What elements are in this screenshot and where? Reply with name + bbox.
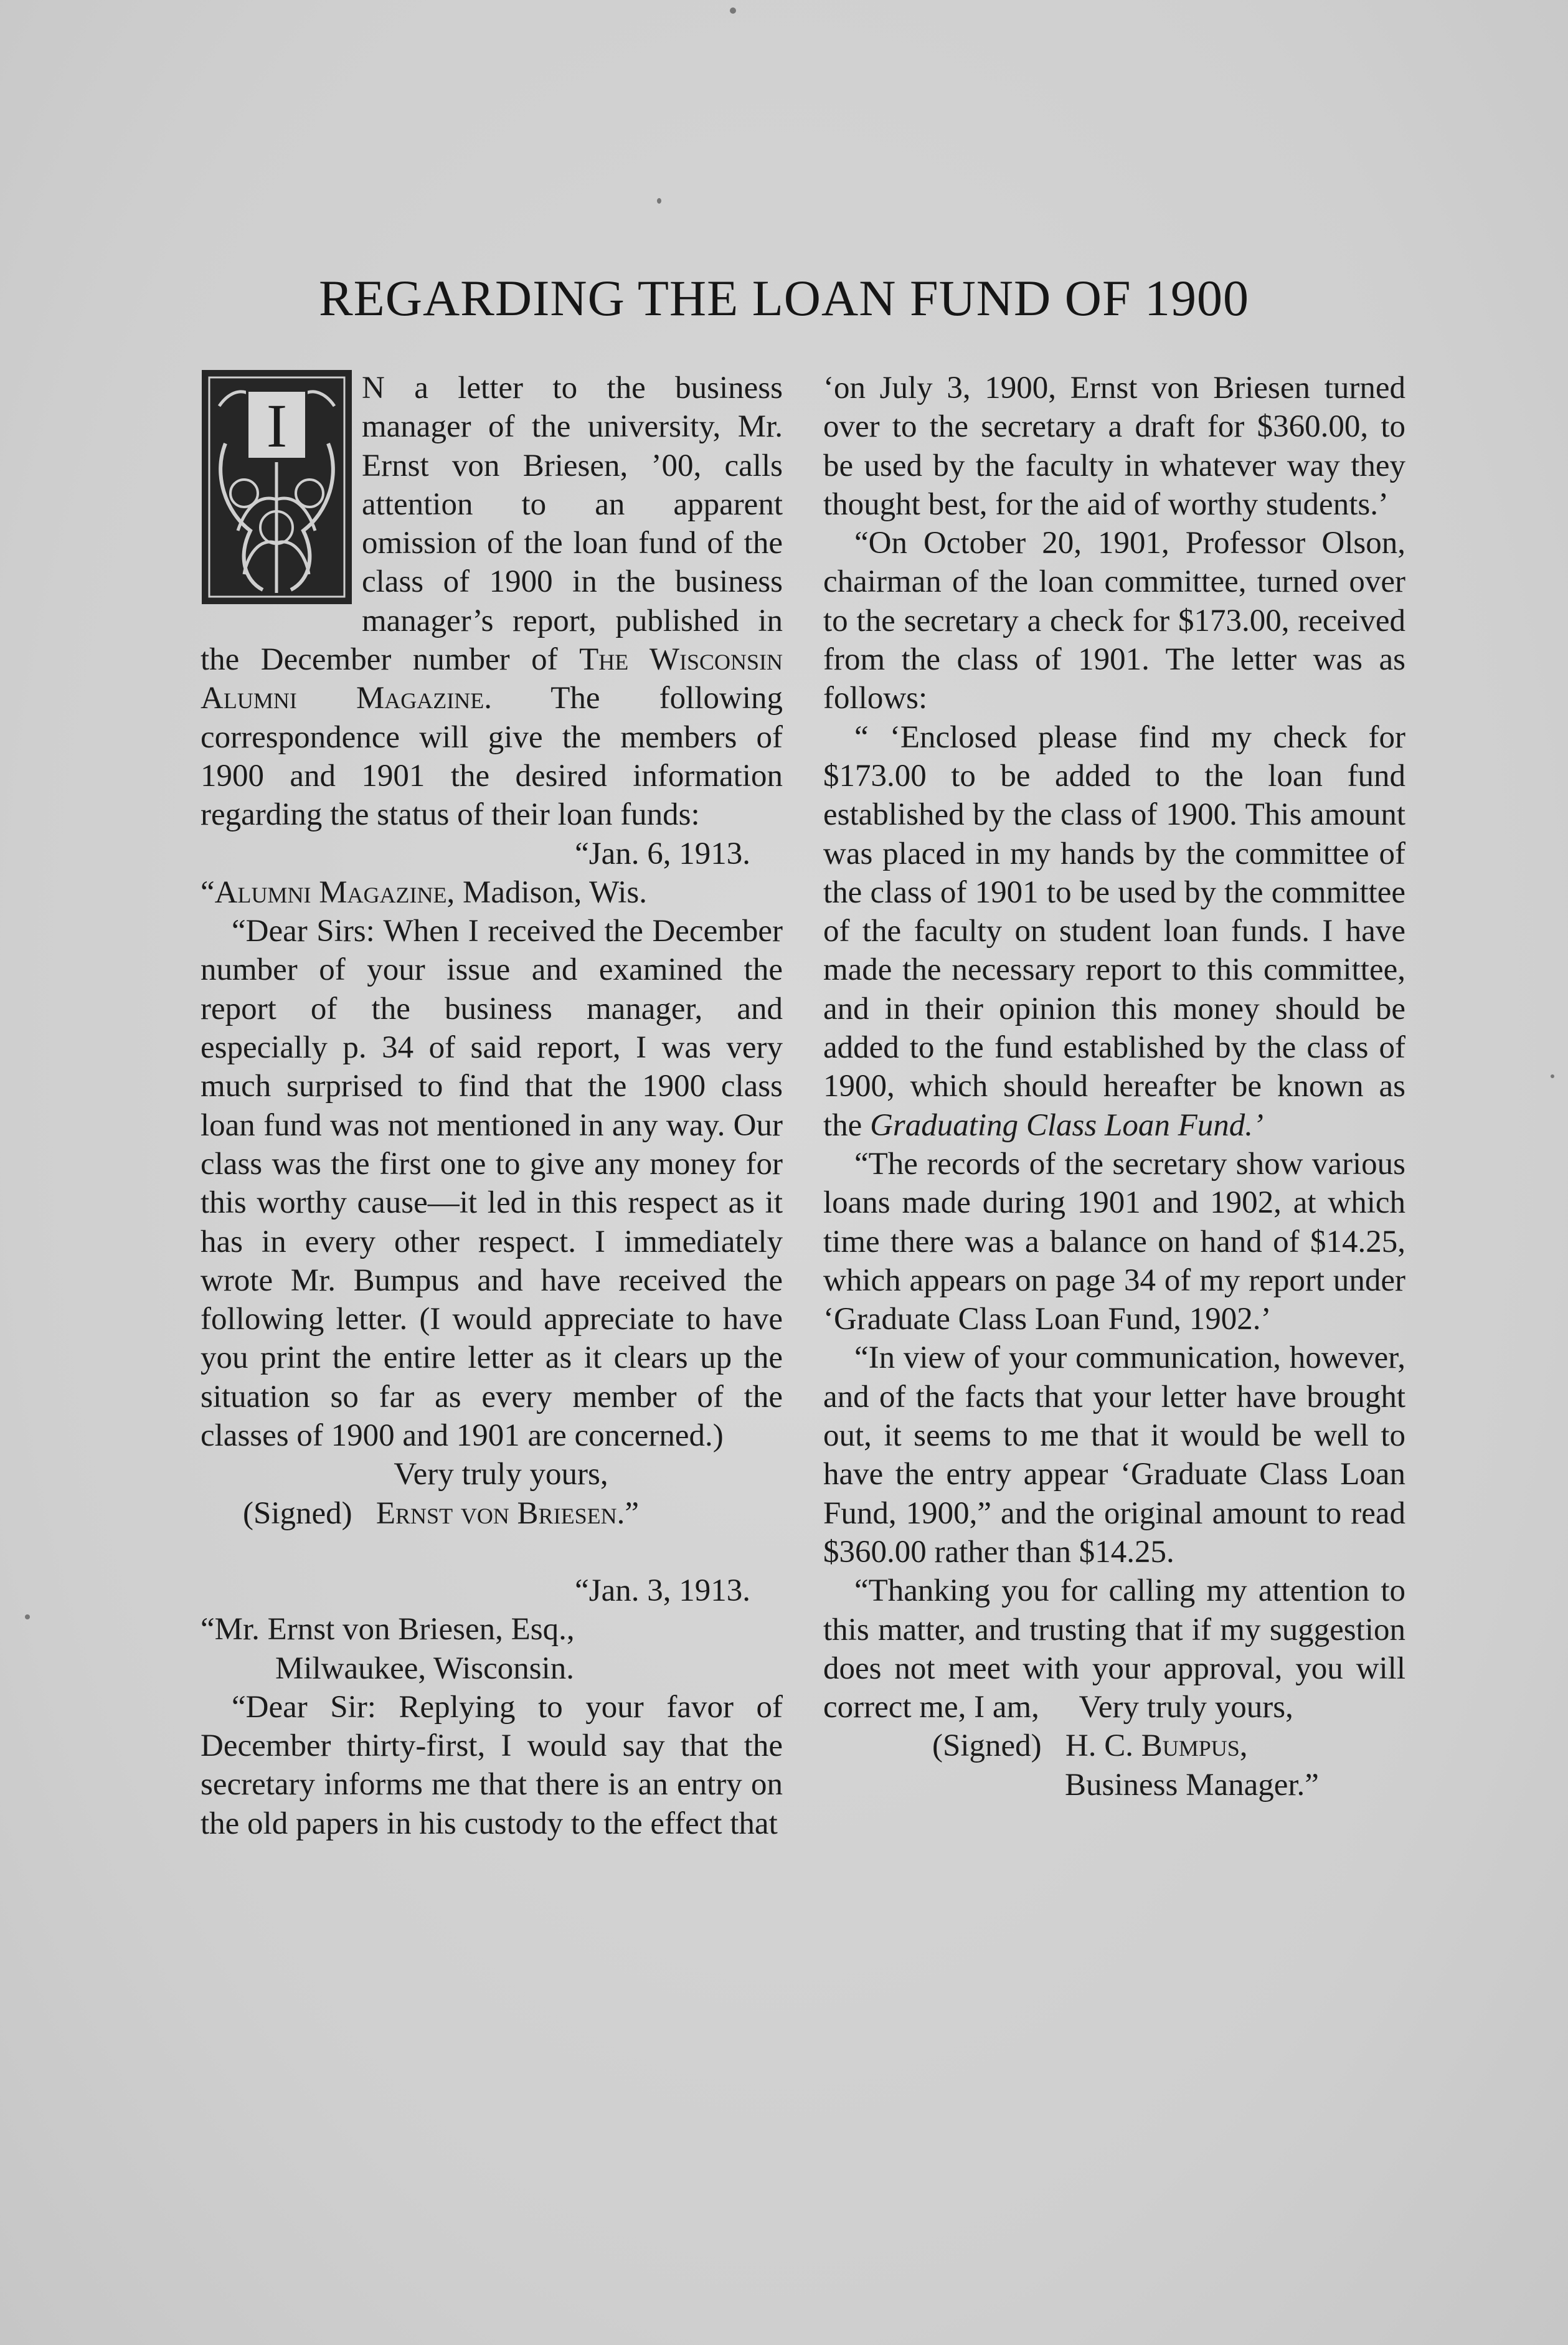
- intro-end-text: The following correspondence will give the members of 1900 and 1901 the desired information regarding the status of their loan funds:: [201, 681, 783, 833]
- letter2-addressee-city: Milwaukee, Wisconsin.: [275, 1651, 575, 1686]
- print-speck: [657, 198, 661, 204]
- intro-text: N a letter to the business manager of the university, Mr. Ernst von Briesen, ’00, calls attention to an apparent omission of the loan fund of the class of 1900 in the business manager’s report, published in the December number of: [201, 371, 783, 678]
- intro-paragraph: [201, 369, 783, 835]
- letter1-addressee: [201, 873, 783, 912]
- letter1-addressee-magazine: Alumni Magazine,: [214, 874, 455, 910]
- letter1-signed: (Signed): [243, 1495, 352, 1531]
- letter2-paragraph-6-text: “Thanking you for calling my attention to this matter, and trusting that if my suggestion does not meet with your approval, you will correct me, I am,: [823, 1573, 1405, 1725]
- letter1-addressee-quote: “: [201, 874, 215, 910]
- letter2-signature: H. C. Bumpus,: [1065, 1728, 1248, 1764]
- letter1-closing: Very truly yours,: [394, 1457, 608, 1492]
- print-speck: [730, 7, 736, 14]
- letter1-body: “Dear Sirs: When I received the December number of your issue and examined the report of the business manager, and especially p. 34 of said report, I was very much surprised to find that the 1900 class loan fund was not mentioned in any way. Our class was the first one to give any money for this worthy cause—it led in this respect as it has in every other respect. I immediately wrote Mr. Bumpus and have received the following letter. (I would appreciate to have you print the entire letter as it clears up the situation so far as every member of the classes of 1900 and 1901 are concerned.): [201, 914, 783, 1454]
- letter2-paragraph-3: [823, 718, 1405, 1145]
- letter1-addressee-city: Madison, Wis.: [455, 874, 647, 910]
- letter2-body-start: “Dear Sir: Replying to your favor of December thirty-first, I would say that the secretary informs me that there is an entry on the old papers in his custody to the effect that: [201, 1689, 783, 1841]
- letter1-date: “Jan. 6, 1913.: [575, 836, 750, 871]
- letter2-paragraph-1: ‘on July 3, 1900, Ernst von Briesen turned over to the secretary a draft for $360.00, to be used by the faculty in whatever way they thought best, for the aid of worthy students.’: [823, 371, 1405, 522]
- ornamental-drop-cap: [201, 369, 353, 605]
- letter2-paragraph-3-text: “ ‘Enclosed please find my check for $173.00 to be added to the loan fund established by the class of 1900. This amount was placed in my hands by the committee of the class of 1901 to be used by the committee of the faculty on student loan funds. I have made the necessary report to this committee, and in their opinion this money should be added to the fund established by the class of 1900, which should hereafter be known as the: [823, 719, 1405, 1143]
- right-column: [823, 369, 1405, 1804]
- article-title: REGARDING THE LOAN FUND OF 1900: [318, 270, 1250, 326]
- letter2-signed: (Signed): [932, 1728, 1042, 1764]
- drop-cap-letter: I: [266, 391, 288, 460]
- letter1-signature-quote: ”: [625, 1495, 639, 1531]
- letter2-paragraph-2: “On October 20, 1901, Professor Olson, chairman of the loan committee, turned over to the secretary a check for $173.00, received from the class of 1901. The letter was as follows:: [823, 526, 1405, 716]
- letter2-paragraph-6: [823, 1571, 1405, 1727]
- drop-cap-ornament-icon: [201, 369, 353, 605]
- print-speck: [25, 1614, 30, 1619]
- letter2-closing: Very truly yours,: [1079, 1690, 1293, 1725]
- letter2-signature-title: Business Manager.”: [1065, 1767, 1319, 1803]
- print-speck: [1551, 1074, 1554, 1078]
- letter2-date: “Jan. 3, 1913.: [575, 1573, 750, 1608]
- magazine-name: The Wisconsin Alumni Magazine.: [201, 642, 783, 716]
- letter1-signature-line: [201, 1494, 783, 1533]
- letter2-addressee-name: “Mr. Ernst von Briesen, Esq.,: [201, 1612, 575, 1647]
- left-column: [201, 369, 783, 1843]
- letter2-paragraph-4: “The records of the secretary show various loans made during 1901 and 1902, at which time there was a balance on hand of $14.25, which appears on page 34 of my report under ‘Graduate Class Loan Fund, 1902.’: [823, 1146, 1405, 1337]
- letter1-signature: Ernst von Briesen.: [375, 1495, 625, 1531]
- fund-name-italic: Graduating Class Loan Fund.’: [870, 1107, 1263, 1143]
- letter2-signature-line: [823, 1727, 1405, 1765]
- letter2-paragraph-5: “In view of your communication, however, and of the facts that your letter have brought out, it seems to me that it would be well to have the entry appear ‘Graduate Class Loan Fund, 1900,” and the original amount to read $360.00 rather than $14.25.: [823, 1340, 1405, 1570]
- spacer: [201, 1533, 783, 1571]
